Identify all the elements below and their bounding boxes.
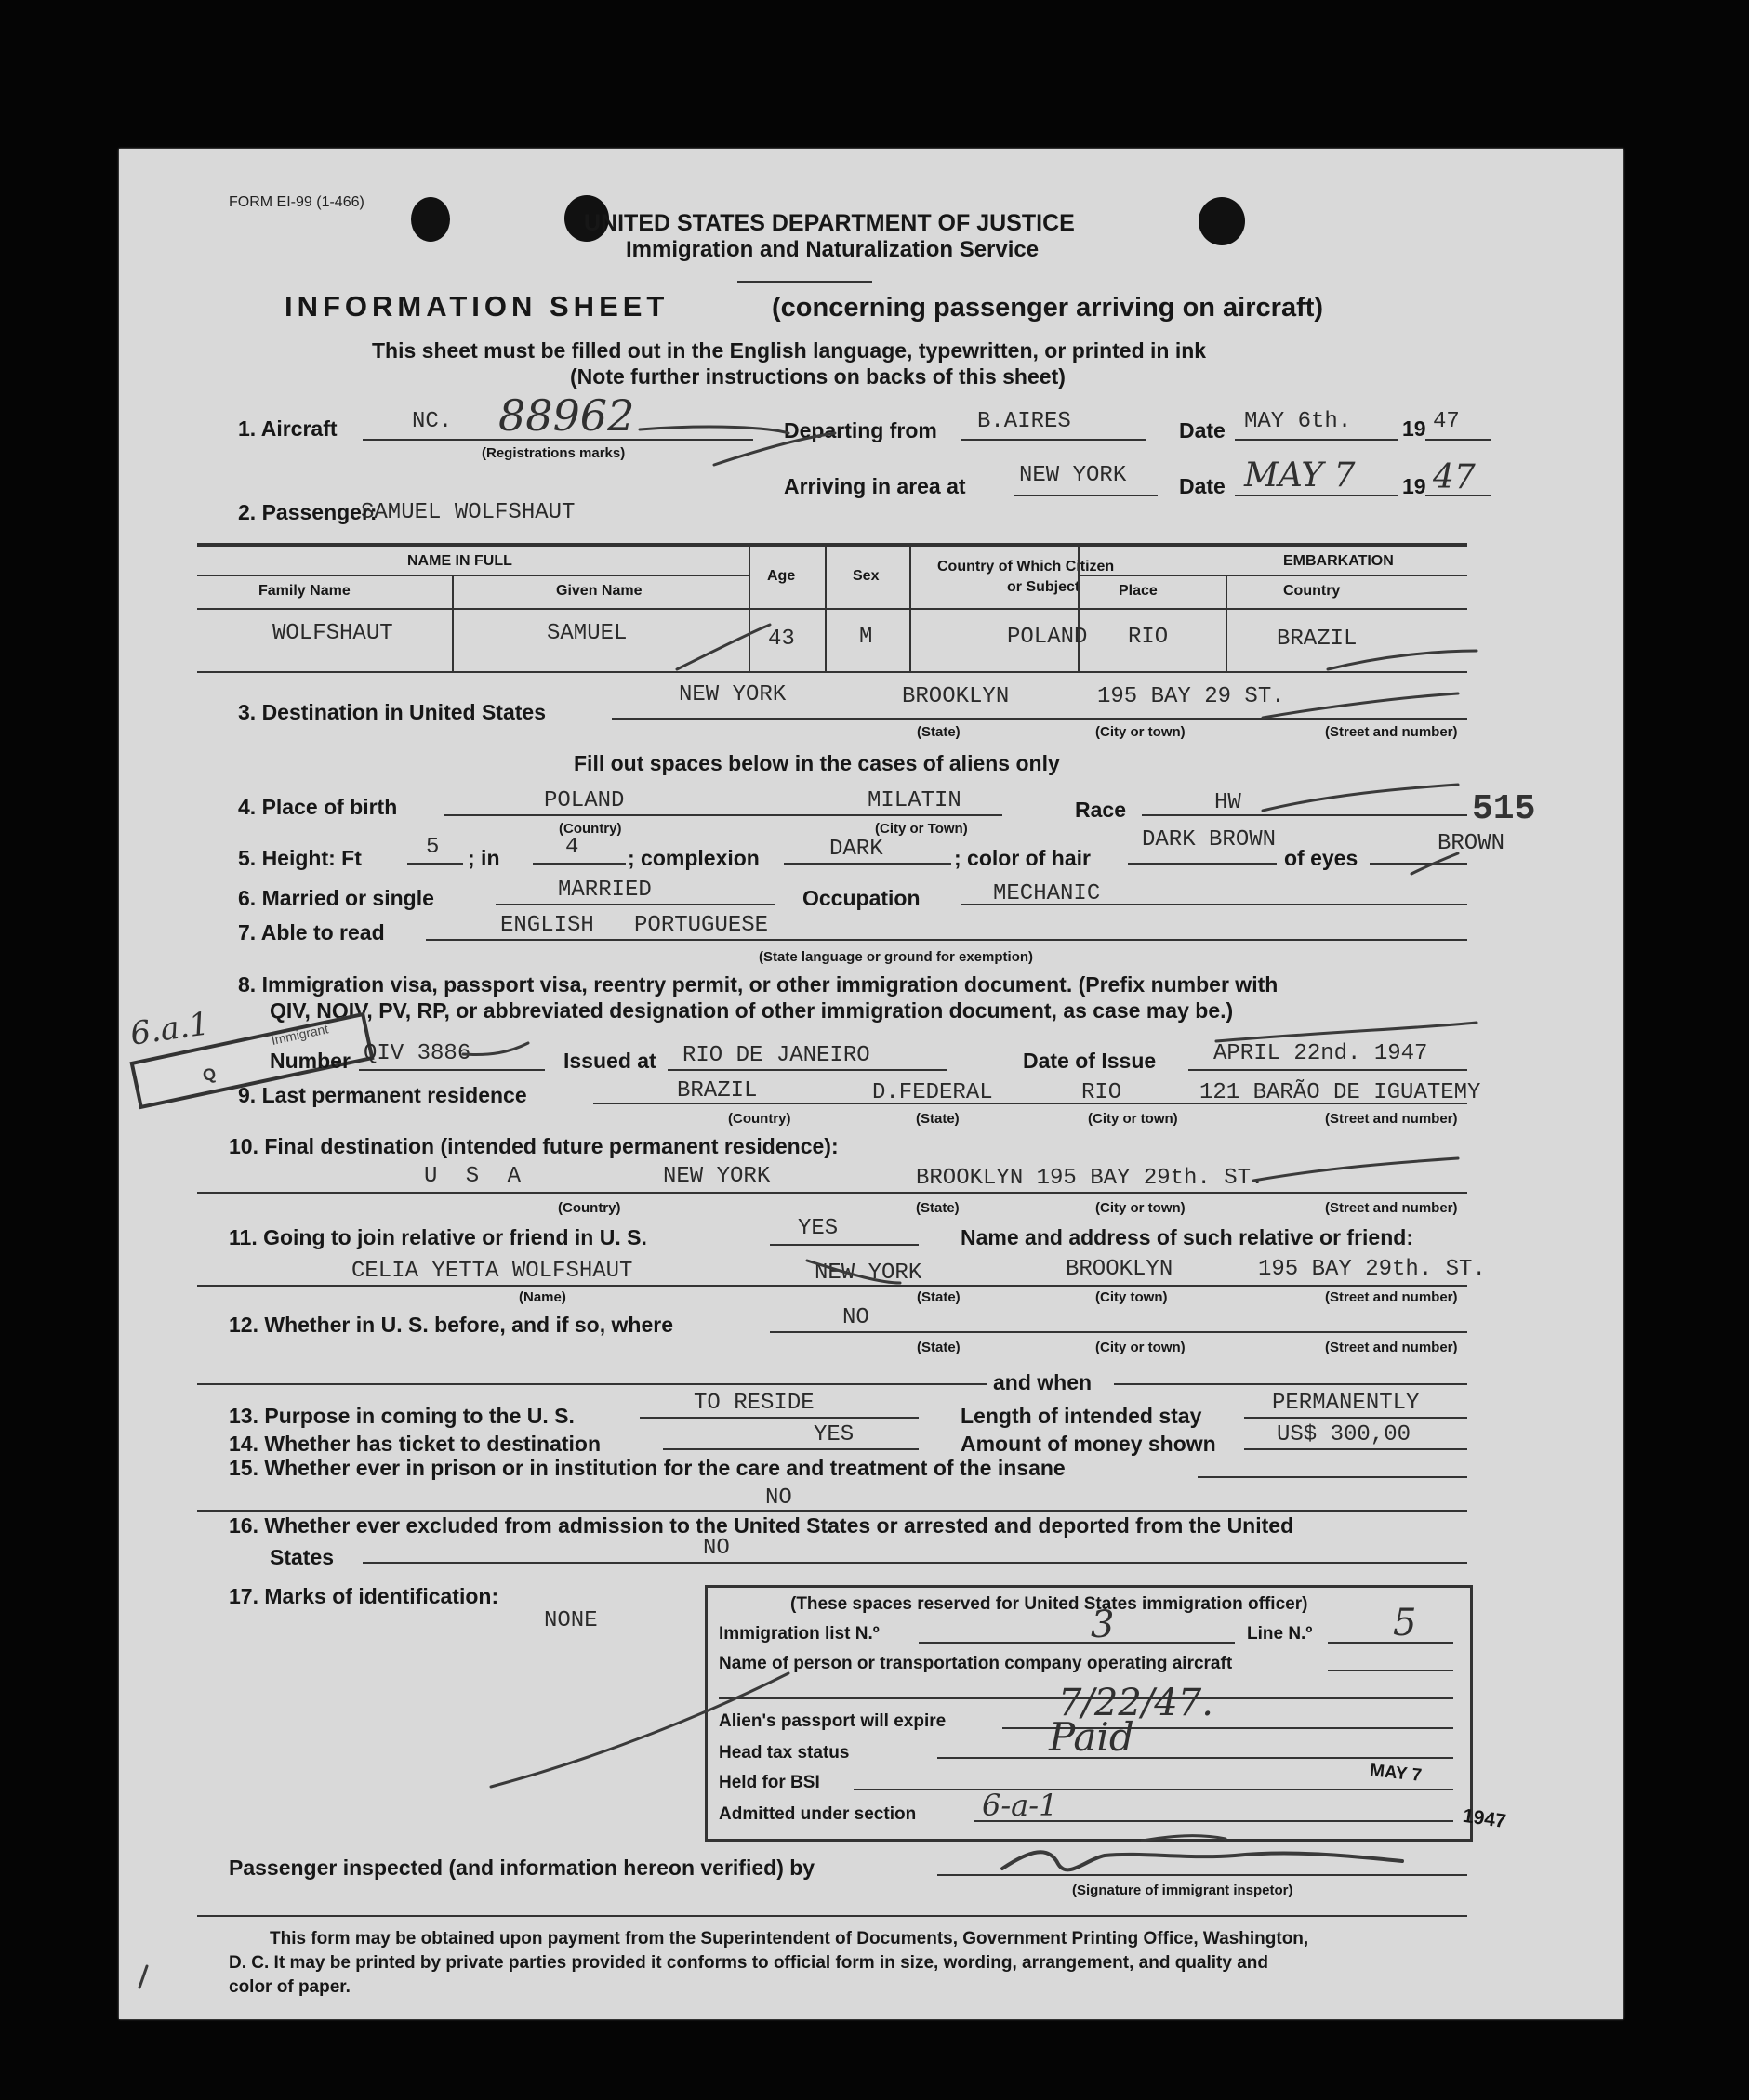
- table-header-family: Family Name: [258, 583, 351, 599]
- last-residence-street: 121 BARÃO DE IGUATEMY: [1199, 1080, 1481, 1105]
- destination-city: BROOKLYN: [902, 684, 1010, 709]
- pen-stroke-final: [1253, 1158, 1458, 1181]
- family-name-cell: WOLFSHAUT: [272, 621, 393, 646]
- join-relative-label: 11. Going to join relative or friend in U. S.: [229, 1225, 647, 1249]
- and-when-label: and when: [993, 1370, 1093, 1394]
- final-destination-caption-city: (City or town): [1095, 1200, 1186, 1216]
- marital-value: MARRIED: [558, 878, 652, 903]
- immigrant-stamp-value: Q: [201, 1063, 219, 1086]
- final-destination-caption-street: (Street and number): [1325, 1200, 1458, 1216]
- complexion-label: ; complexion: [628, 846, 760, 870]
- date-label-arrival: Date: [1179, 474, 1226, 498]
- height-feet: 5: [426, 835, 440, 860]
- occupation-label: Occupation: [802, 886, 921, 910]
- height-label: 5. Height: Ft: [238, 846, 362, 870]
- height-inches: 4: [565, 835, 579, 860]
- last-residence-label: 9. Last permanent residence: [238, 1083, 527, 1107]
- arriving-at: NEW YORK: [1019, 463, 1127, 488]
- last-residence-city: RIO: [1081, 1080, 1122, 1105]
- arrival-date: MAY 7: [1244, 456, 1356, 495]
- aircraft-prefix: NC.: [412, 409, 453, 434]
- destination-caption-street: (Street and number): [1325, 724, 1458, 740]
- relative-caption-state: (State): [917, 1289, 961, 1305]
- last-residence-caption-country: (Country): [728, 1111, 791, 1127]
- final-destination-caption-country: (Country): [558, 1200, 621, 1216]
- date-of-issue-value: APRIL 22nd. 1947: [1213, 1041, 1428, 1066]
- hair-value: DARK BROWN: [1142, 827, 1277, 852]
- table-header-country: Country: [1283, 583, 1341, 599]
- inches-label: ; in: [468, 846, 500, 870]
- pen-stroke-officer-box: [491, 1673, 788, 1787]
- birth-caption-town: (City or Town): [875, 821, 968, 837]
- embark-place-cell: RIO: [1128, 625, 1169, 650]
- final-destination-caption-state: (State): [916, 1200, 960, 1216]
- final-destination-label: 10. Final destination (intended future permanent residence):: [229, 1134, 839, 1158]
- excluded-line-1: 16. Whether ever excluded from admission to the United States or arrested and deported from the United: [229, 1513, 1294, 1538]
- departure-date: MAY 6th.: [1244, 409, 1352, 434]
- prior-visit-value: NO: [842, 1305, 869, 1330]
- immigration-list-label: Immigration list N.º: [719, 1624, 880, 1644]
- admission-stamp-month: MAY 7: [1369, 1761, 1423, 1786]
- birth-caption-country: (Country): [559, 821, 622, 837]
- aliens-only-note: Fill out spaces below in the cases of aliens only: [574, 751, 1060, 775]
- admitted-section-label: Admitted under section: [719, 1804, 917, 1824]
- prior-visit-caption-state: (State): [917, 1340, 961, 1355]
- operator-label: Name of person or transportation company operating aircraft: [719, 1654, 1233, 1673]
- issued-at-label: Issued at: [563, 1049, 656, 1073]
- head-tax-value: Paid: [1049, 1714, 1134, 1760]
- footer-line-1: This form may be obtained upon payment from the Superintendent of Documents, Government Printing Office, Washington,: [270, 1929, 1309, 1948]
- read-value: ENGLISH PORTUGUESE: [500, 913, 769, 938]
- money-value: US$ 300,00: [1277, 1422, 1411, 1447]
- excluded-value: NO: [703, 1536, 730, 1561]
- inspected-by-label: Passenger inspected (and information hereon verified) by: [229, 1856, 815, 1880]
- read-caption: (State language or ground for exemption): [759, 949, 1034, 965]
- birth-town: MILATIN: [868, 788, 961, 813]
- aircraft-number: 88962: [498, 390, 635, 441]
- arriving-label: Arriving in area at: [784, 474, 966, 498]
- issued-at-value: RIO DE JANEIRO: [682, 1043, 870, 1068]
- document-instructions-1: 8. Immigration visa, passport visa, reentry permit, or other immigration document. (Prefix number with: [238, 972, 1279, 997]
- inspector-signature-caption: (Signature of immigrant inspetor): [1072, 1882, 1293, 1898]
- form-number: FORM EI-99 (1-466): [229, 194, 364, 210]
- race-label: Race: [1075, 798, 1126, 822]
- prison-label: 15. Whether ever in prison or in institution for the care and treatment of the insane: [229, 1456, 1066, 1480]
- admitted-section-value: 6-a-1: [982, 1788, 1058, 1823]
- complexion-value: DARK: [829, 837, 883, 862]
- sex-cell: M: [859, 625, 873, 650]
- instructions-line-2: (Note further instructions on backs of this sheet): [570, 364, 1066, 389]
- table-header-place: Place: [1119, 583, 1158, 599]
- departing-label: Departing from: [784, 418, 937, 442]
- prison-value: NO: [765, 1486, 792, 1511]
- registration-caption: (Registrations marks): [482, 445, 626, 461]
- pen-stroke-departure: [714, 433, 835, 465]
- ticket-label: 14. Whether has ticket to destination: [229, 1432, 602, 1456]
- prior-visit-caption-city: (City or town): [1095, 1340, 1186, 1355]
- last-residence-country: BRAZIL: [677, 1078, 758, 1103]
- birthplace-label: 4. Place of birth: [238, 795, 398, 819]
- handwritten-strokes: [119, 149, 1623, 2019]
- birth-country: POLAND: [544, 788, 625, 813]
- pen-stroke-age: [677, 625, 770, 669]
- table-header-name-in-full: NAME IN FULL: [407, 553, 512, 569]
- table-header-sex: Sex: [853, 568, 880, 584]
- pen-stroke-aircraft: [640, 427, 788, 433]
- pen-mark-margin: [139, 1966, 147, 1988]
- purpose-label: 13. Purpose in coming to the U. S.: [229, 1404, 575, 1428]
- ticket-value: YES: [814, 1422, 855, 1447]
- document-instructions-2: QIV, NQIV, PV, RP, or abbreviated designation of other immigration document, as case may be.): [270, 998, 1234, 1023]
- purpose-value: TO RESIDE: [694, 1391, 815, 1416]
- number-label: Number: [270, 1049, 351, 1073]
- pen-stroke-country: [1328, 651, 1477, 669]
- pen-stroke-number: [463, 1043, 528, 1055]
- date-of-issue-label: Date of Issue: [1023, 1049, 1157, 1073]
- service-name: Immigration and Naturalization Service: [626, 237, 1040, 262]
- pen-stroke-destination: [1263, 693, 1458, 718]
- pen-stroke-relative: [807, 1261, 900, 1283]
- held-for-bsi-label: Held for BSI: [719, 1773, 820, 1792]
- line-number-label: Line N.º: [1247, 1624, 1313, 1644]
- excluded-line-2: States: [270, 1545, 335, 1569]
- pen-stroke-eyes: [1411, 853, 1458, 874]
- destination-label: 3. Destination in United States: [238, 700, 546, 724]
- identification-value: NONE: [544, 1608, 598, 1633]
- pen-stroke-visa: [1216, 1023, 1477, 1041]
- footer-line-3: color of paper.: [229, 1977, 351, 1997]
- eyes-value: BROWN: [1438, 831, 1505, 856]
- given-name-cell: SAMUEL: [547, 621, 628, 646]
- table-header-country-1: Country of Which Citizen: [937, 559, 1115, 575]
- relative-caption-name: (Name): [519, 1289, 566, 1305]
- last-residence-state: D.FEDERAL: [872, 1080, 993, 1105]
- occupation-value: MECHANIC: [993, 881, 1101, 906]
- table-header-country-2: or Subject: [1007, 579, 1080, 595]
- embark-country-cell: BRAZIL: [1277, 627, 1358, 652]
- prior-visit-caption-street: (Street and number): [1325, 1340, 1458, 1355]
- arrival-year: 47: [1433, 458, 1476, 496]
- passenger-label: 2. Passenger:: [238, 500, 378, 524]
- relative-caption-street: (Street and number): [1325, 1289, 1458, 1305]
- footer-line-2: D. C. It may be printed by private parties provided it conforms to official form in size, wording, arrangement, and quality and: [229, 1953, 1269, 1973]
- read-label: 7. Able to read: [238, 920, 385, 944]
- race-value: HW: [1214, 790, 1241, 815]
- table-header-embarkation: EMBARKATION: [1283, 553, 1394, 569]
- race-code: 515: [1472, 789, 1536, 829]
- money-label: Amount of money shown: [961, 1432, 1216, 1456]
- citizenship-cell: POLAND: [1007, 625, 1088, 650]
- sheet-title: INFORMATION SHEET: [285, 290, 669, 323]
- instructions-line-1: This sheet must be filled out in the English language, typewritten, or printed in ink: [372, 338, 1207, 363]
- immigration-list-value: 3: [1091, 1604, 1115, 1646]
- destination-caption-state: (State): [917, 724, 961, 740]
- margin-note: 6.a.1: [127, 1005, 212, 1053]
- hair-label: ; color of hair: [954, 846, 1091, 870]
- destination-state: NEW YORK: [679, 682, 787, 707]
- final-destination-state: NEW YORK: [663, 1164, 771, 1189]
- information-sheet-form: [119, 149, 1623, 2019]
- relative-name: CELIA YETTA WOLFSHAUT: [351, 1259, 633, 1284]
- prior-visit-label: 12. Whether in U. S. before, and if so, where: [229, 1313, 673, 1337]
- relative-name-address-label: Name and address of such relative or friend:: [961, 1225, 1413, 1249]
- arrival-year-prefix: 19: [1402, 474, 1426, 498]
- destination-street: 195 BAY 29 ST.: [1097, 684, 1285, 709]
- aircraft-label: 1. Aircraft: [238, 416, 338, 441]
- departure-year-prefix: 19: [1402, 416, 1426, 441]
- departure-year: 47: [1433, 409, 1460, 434]
- departing-from: B.AIRES: [977, 409, 1071, 434]
- stay-label: Length of intended stay: [961, 1404, 1202, 1428]
- admission-stamp-year: 1947: [1461, 1804, 1508, 1833]
- age-cell: 43: [768, 627, 795, 652]
- join-relative-value: YES: [798, 1216, 839, 1241]
- department-name: UNITED STATES DEPARTMENT OF JUSTICE: [584, 210, 1075, 236]
- marital-label: 6. Married or single: [238, 886, 434, 910]
- date-label-departure: Date: [1179, 418, 1226, 442]
- last-residence-caption-state: (State): [916, 1111, 960, 1127]
- passenger-name: SAMUEL WOLFSHAUT: [361, 500, 576, 525]
- passport-expire-value: 7/22/47.: [1058, 1682, 1213, 1724]
- last-residence-caption-street: (Street and number): [1325, 1111, 1458, 1127]
- table-header-given: Given Name: [556, 583, 643, 599]
- relative-street: 195 BAY 29th. ST.: [1258, 1257, 1486, 1282]
- final-destination-country: U S A: [424, 1164, 529, 1189]
- eyes-label: of eyes: [1284, 846, 1358, 870]
- table-header-age: Age: [767, 568, 796, 584]
- head-tax-label: Head tax status: [719, 1743, 850, 1763]
- stay-value: PERMANENTLY: [1272, 1391, 1420, 1416]
- relative-state: NEW YORK: [815, 1261, 922, 1286]
- pen-stroke-birth: [1263, 785, 1458, 811]
- immigrant-stamp-label: Immigrant: [270, 1021, 330, 1048]
- document-number: QIV 3886: [364, 1041, 471, 1066]
- inspector-signature: [1002, 1852, 1402, 1869]
- officer-box-title: (These spaces reserved for United States immigration officer): [790, 1594, 1308, 1614]
- line-number-value: 5: [1393, 1602, 1417, 1644]
- relative-caption-city: (City town): [1095, 1289, 1168, 1305]
- destination-caption-city: (City or town): [1095, 724, 1186, 740]
- passport-expire-label: Alien's passport will expire: [719, 1711, 947, 1731]
- identification-label: 17. Marks of identification:: [229, 1584, 499, 1608]
- relative-city: BROOKLYN: [1066, 1257, 1173, 1282]
- sheet-title-note: (concerning passenger arriving on aircraft): [772, 293, 1324, 323]
- inspector-signature-flourish: [1142, 1836, 1226, 1841]
- final-destination-city-street: BROOKLYN 195 BAY 29th. ST.: [916, 1166, 1265, 1191]
- last-residence-caption-city: (City or town): [1088, 1111, 1178, 1127]
